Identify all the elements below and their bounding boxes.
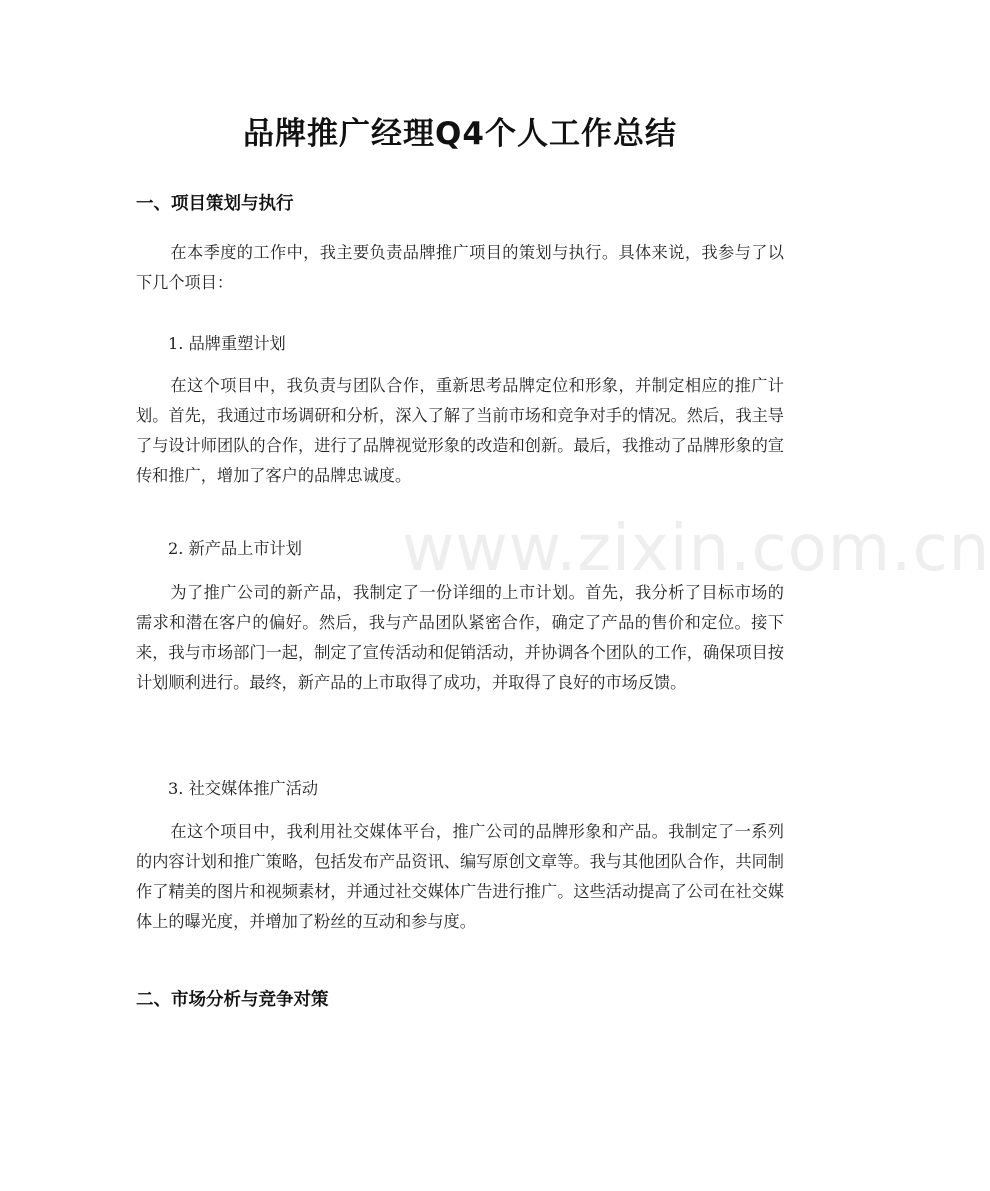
- section-heading-project-planning: 一、项目策划与执行: [136, 194, 294, 214]
- document-title: 品牌推广经理Q4个人工作总结: [243, 116, 677, 152]
- item-label-social-media-campaign: 3. 社交媒体推广活动: [168, 779, 319, 798]
- section-heading-market-analysis: 二、市场分析与竞争对策: [136, 990, 329, 1010]
- item-label-new-product-launch: 2. 新产品上市计划: [168, 539, 302, 558]
- item-paragraph-brand-reshaping: 在这个项目中，我负责与团队合作，重新思考品牌定位和形象，并制定相应的推广计划。首先，我通过市场调研和分析，深入了解了当前市场和竞争对手的情况。然后，我主导了与设计师团队的合作，进行了品牌视觉形象的改造和创新。最后，我推动了品牌形象的宣传和推广，增加了客户的品牌忠诚度。: [136, 376, 784, 485]
- watermark: www.zixin.com.cn: [402, 512, 990, 586]
- item-label-brand-reshaping: 1. 品牌重塑计划: [168, 334, 286, 353]
- item-paragraph-new-product-launch: 为了推广公司的新产品，我制定了一份详细的上市计划。首先，我分析了目标市场的需求和潜在客户的偏好。然后，我与产品团队紧密合作，确定了产品的售价和定位。接下来，我与市场部门一起，制定了宣传活动和促销活动，并协调各个团队的工作，确保项目按计划顺利进行。最终，新产品的上市取得了成功，并取得了良好的市场反馈。: [136, 583, 784, 692]
- item-paragraph-social-media-campaign: 在这个项目中，我利用社交媒体平台，推广公司的品牌形象和产品。我制定了一系列的内容计划和推广策略，包括发布产品资讯、编写原创文章等。我与其他团队合作，共同制作了精美的图片和视频素材，并通过社交媒体广告进行推广。这些活动提高了公司在社交媒体上的曝光度，并增加了粉丝的互动和参与度。: [136, 822, 784, 931]
- section-intro-paragraph: 在本季度的工作中，我主要负责品牌推广项目的策划与执行。具体来说，我参与了以下几个项目：: [136, 243, 784, 292]
